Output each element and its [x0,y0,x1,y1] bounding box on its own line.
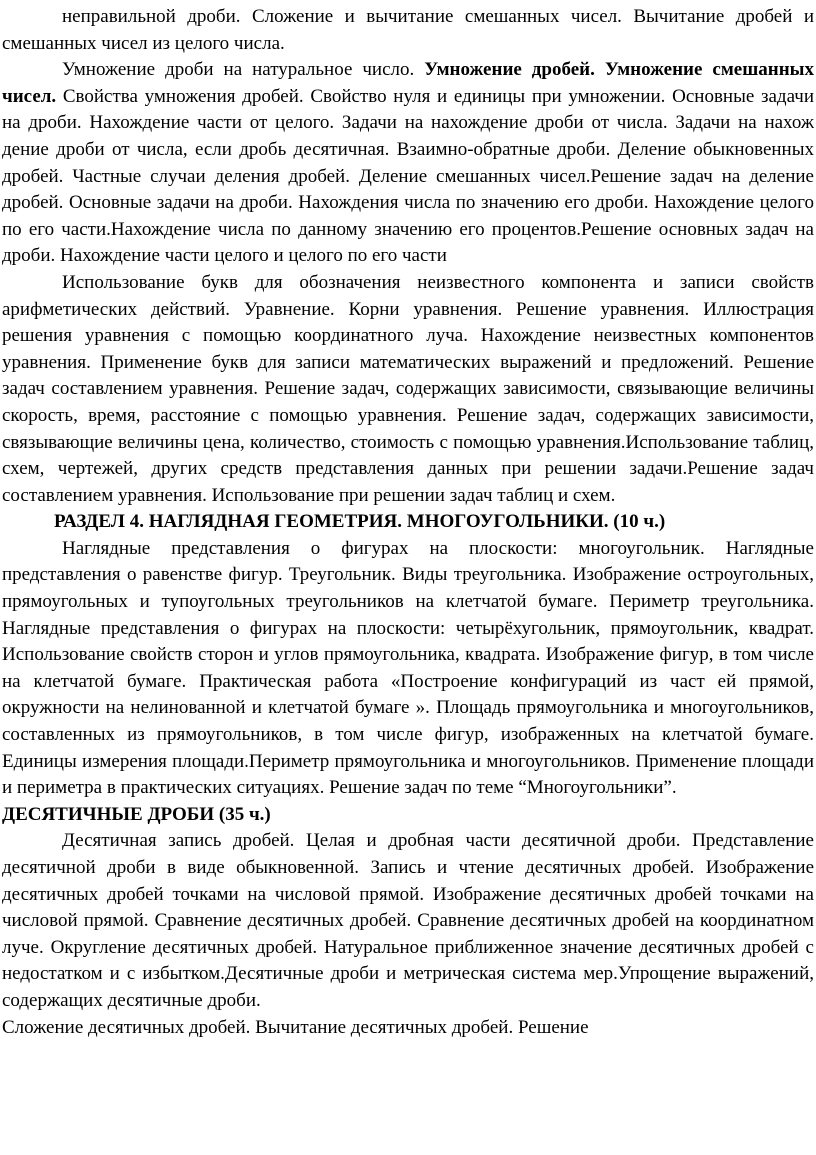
paragraph-multiplication-bold: Умножение дробей. Умножение смешанных чисел. [2,59,814,107]
paragraph-multiplication [0,57,816,270]
paragraph-geometry: Наглядные представления о фигурах на плоскости: многоугольник. Наглядные представления о равенстве фигур. Треугольник. Виды треугольника. Изображение остроугольных, прямоугольных и тупоугольных треугольников на клетчатой бумаге. Периметр треугольника. Наглядные представления о фигурах на плоскости: четырёхугольник, прямоугольник, квадрат. Использование свойств сторон и углов прямоугольника, квадрата. Изображение фигур, в том числе на клетчатой бумаге. Практическая работа «Построение конфигураций из част ей прямой, окружности на нелинованной и клетчатой бумаге ». Площадь прямоугольника и многоугольников, составленных из прямоугольников, в том числе фигур, изображенных на клетчатой бумаге. Единицы измерения площади.Периметр прямоугольника и многоугольников. Применение площади и периметра в практических ситуациях. Решение задач по теме “Многоугольники”. [2,537,814,799]
decimals-heading: ДЕСЯТИЧНЫЕ ДРОБИ (35 ч.) [2,803,271,825]
paragraph-multiplication-text-b: Свойства умножения дробей. Свойство нуля и единицы при умножении. Основные задачи на дроби. Нахождение части от целого. Задачи на нахождение дроби от числа. Задачи на нахож дение дроби от числа, если дробь десятичная. Взаимно-обратные дроби. Деление обыкновенных дробей. Частные случаи деления дробей. Деление смешанных чисел.Решение задач на деление дробей. Основные задачи на дроби. Нахождения числа по значению его дроби. Нахождение целого по его части.Нахождение числа по данному значению его процентов.Решение основных задач на дроби. Нахождение части целого и целого по его части [2,85,814,267]
paragraph-fractions-intro: неправильной дроби. Сложение и вычитание смешанных чисел. Вычитание дробей и смешанных чисел из целого числа. [2,6,814,54]
paragraph-multiplication-text-a: Умножение дроби на натуральное число. [62,59,425,81]
paragraph-equations: Использование букв для обозначения неизвестного компонента и записи свойств арифметических действий. Уравнение. Корни уравнения. Решение уравнения. Иллюстрация решения уравнения с помощью координатного луча. Нахождение неизвестных компонентов уравнения. Применение букв для записи математических выражений и предложений. Решение задач составлением уравнения. Решение задач, содержащих зависимости, связывающие величины скорость, время, расстояние с помощью уравнения. Решение задач, содержащих зависимости, связывающие величины цена, количество, стоимость с помощью уравнения.Использование таблиц, схем, чертежей, других средств представления данных при решении задачи.Решение задач составлением уравнения. Использование при решении задач таблиц и схем. [2,271,814,506]
paragraph-decimals-ops: Сложение десятичных дробей. Вычитание десятичных дробей. Решение [2,1016,589,1038]
paragraph-decimals: Десятичная запись дробей. Целая и дробная части десятичной дроби. Представление десятичной дроби в виде обыкновенной. Запись и чтение десятичных дробей. Изображение десятичных дробей точками на числовой прямой. Изображение десятичных дробей точками на числовой прямой. Сравнение десятичных дробей. Сравнение десятичных дробей на координатном луче. Округление десятичных дробей. Натуральное приближенное значение десятичных дробей с недостатком и с избытком.Десятичные дроби и метрическая система мер.Упрощение выражений, содержащих десятичные дроби. [2,830,814,1011]
section-4-heading: РАЗДЕЛ 4. НАГЛЯДНАЯ ГЕОМЕТРИЯ. МНОГОУГОЛЬНИКИ. (10 ч.) [54,511,666,533]
